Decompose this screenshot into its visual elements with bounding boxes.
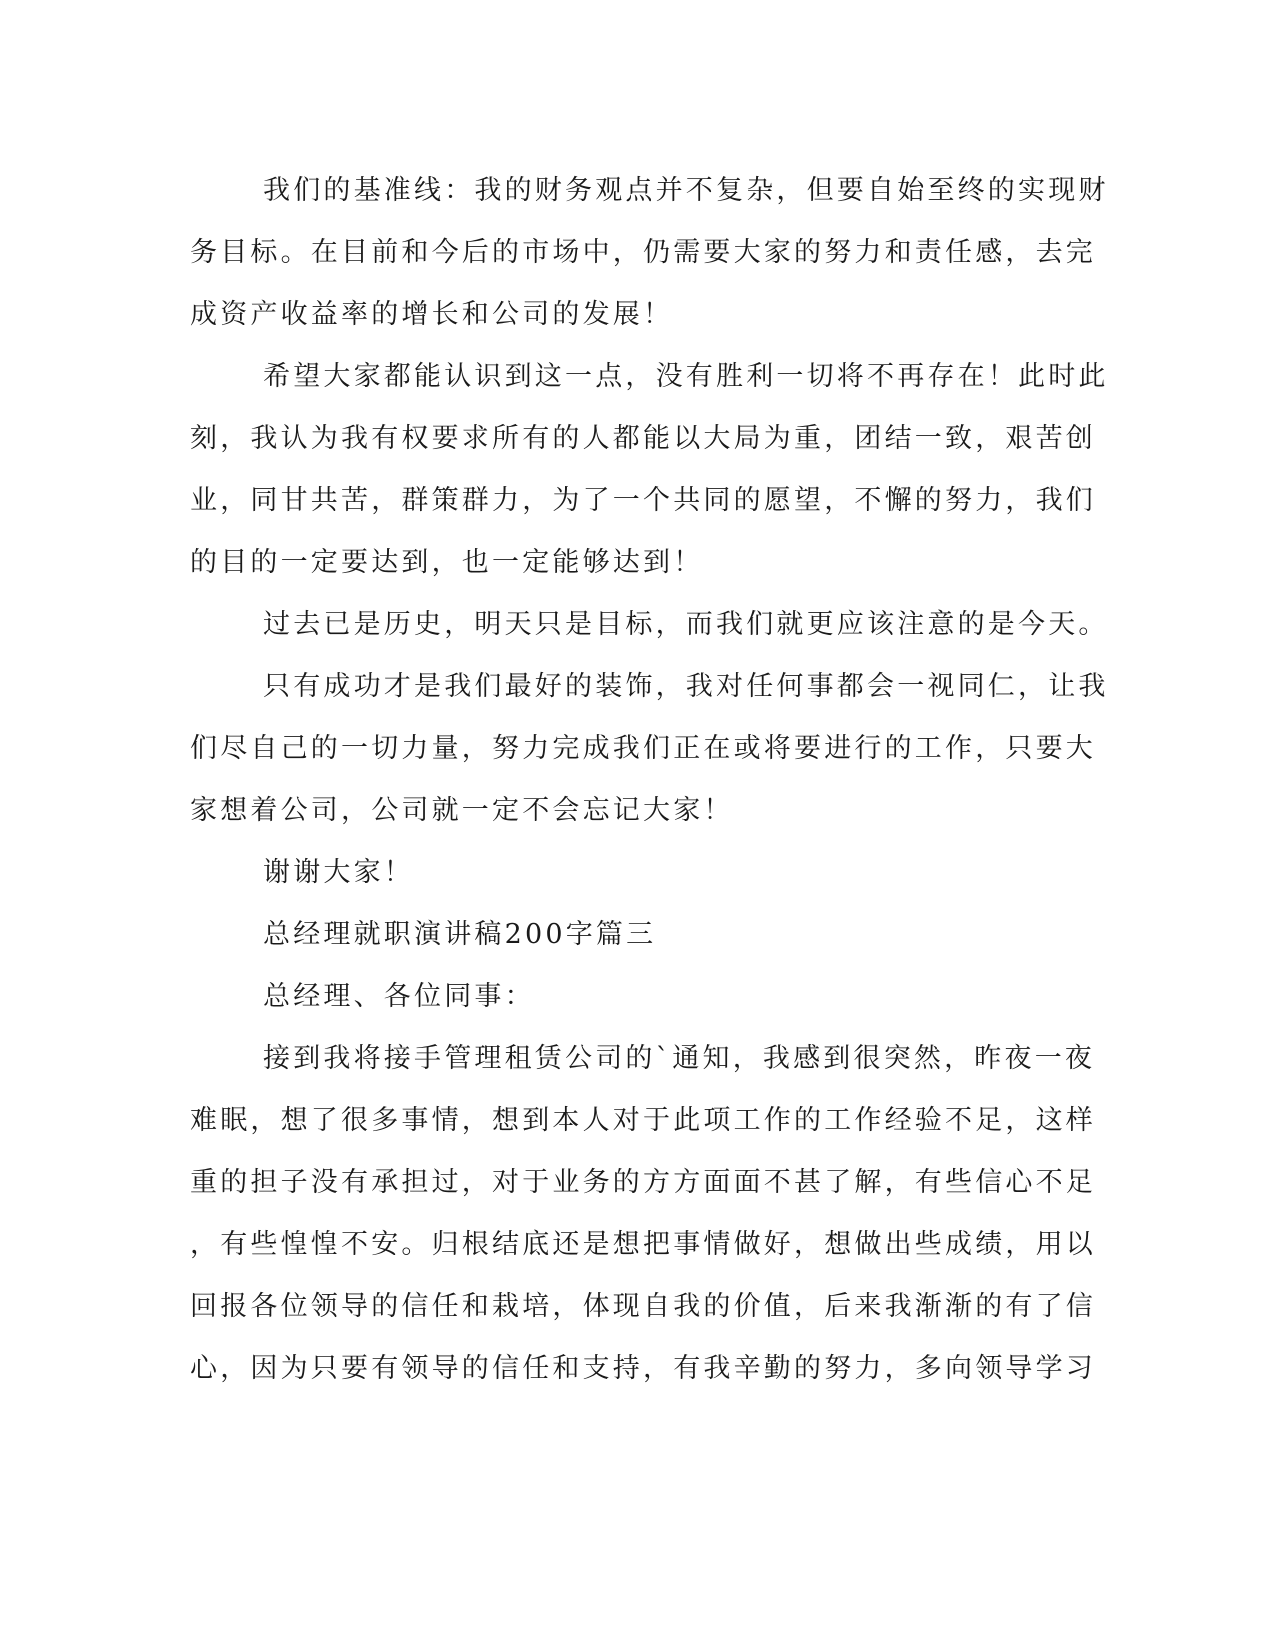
text-line: 希望大家都能认识到这一点，没有胜利一切将不再存在！此时此 — [263, 361, 1109, 392]
text-line: 接到我将接手管理租赁公司的`通知，我感到很突然，昨夜一夜 — [263, 1043, 1096, 1074]
text-line: 难眠，想了很多事情，想到本人对于此项工作的工作经验不足，这样 — [190, 1105, 1096, 1136]
text-line: 务目标。在目前和今后的市场中，仍需要大家的努力和责任感，去完 — [190, 237, 1096, 268]
text-line: 我们的基准线：我的财务观点并不复杂，但要自始至终的实现财 — [263, 175, 1109, 206]
text-line: ，有些惶惶不安。归根结底还是想把事情做好，想做出些成绩，用以 — [190, 1229, 1096, 1260]
text-line: 家想着公司，公司就一定不会忘记大家！ — [190, 795, 734, 826]
text-line: 刻，我认为我有权要求所有的人都能以大局为重，团结一致，艰苦创 — [190, 423, 1096, 454]
text-line: 重的担子没有承担过，对于业务的方方面面不甚了解，有些信心不足 — [190, 1167, 1096, 1198]
text-line: 谢谢大家！ — [263, 857, 414, 888]
text-line: 业，同甘共苦，群策群力，为了一个共同的愿望，不懈的努力，我们 — [190, 485, 1096, 516]
section-heading: 总经理就职演讲稿200字篇三 — [263, 919, 657, 950]
document-body — [190, 160, 1109, 1400]
text-line: 过去已是历史，明天只是目标，而我们就更应该注意的是今天。 — [263, 609, 1109, 640]
text-line: 的目的一定要达到，也一定能够达到！ — [190, 547, 704, 578]
text-line: 成资产收益率的增长和公司的发展！ — [190, 299, 674, 330]
salutation: 总经理、各位同事： — [263, 981, 535, 1012]
text-line: 只有成功才是我们最好的装饰，我对任何事都会一视同仁，让我 — [263, 671, 1109, 702]
text-line: 心，因为只要有领导的信任和支持，有我辛勤的努力，多向领导学习 — [190, 1353, 1096, 1384]
text-line: 回报各位领导的信任和栽培，体现自我的价值，后来我渐渐的有了信 — [190, 1291, 1096, 1322]
text-line: 们尽自己的一切力量，努力完成我们正在或将要进行的工作，只要大 — [190, 733, 1096, 764]
